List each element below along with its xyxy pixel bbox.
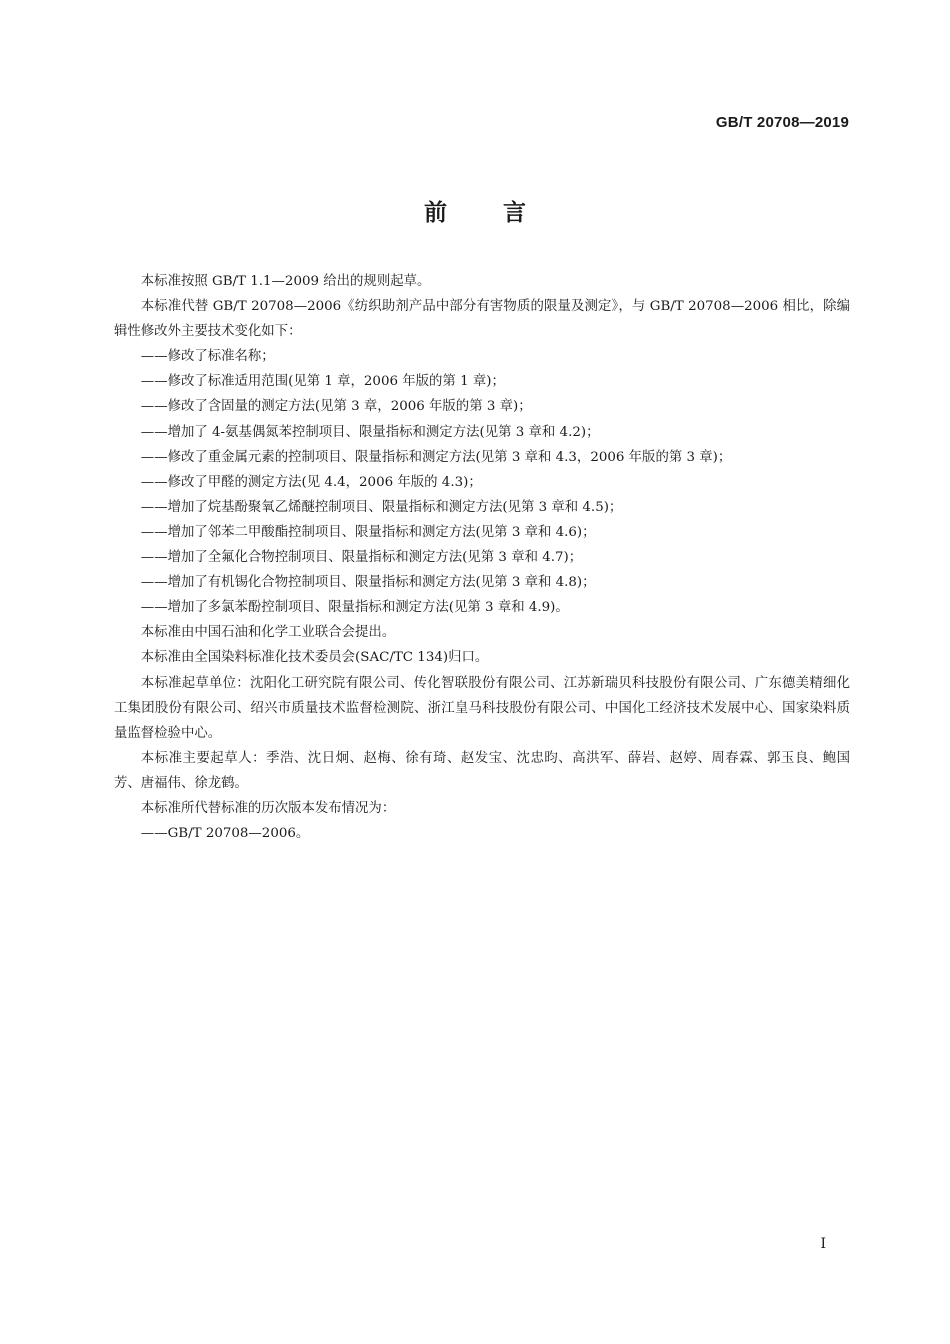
change-item: ——修改了标准适用范围(见第 1 章，2006 年版的第 1 章)； (140, 374, 505, 390)
foreword-body (114, 269, 850, 846)
change-item: ——修改了重金属元素的控制项目、限量指标和测定方法(见第 3 章和 4.3，2006 年版的第 3 章)； (140, 449, 732, 465)
change-item: ——修改了甲醛的测定方法(见 4.4，2006 年版的 4.3)； (140, 474, 482, 490)
change-item: ——增加了烷基酚聚氧乙烯醚控制项目、限量指标和测定方法(见第 3 章和 4.5)； (140, 499, 623, 515)
change-item: ——增加了 4-氨基偶氮苯控制项目、限量指标和测定方法(见第 3 章和 4.2)； (140, 424, 600, 440)
change-item: ——增加了邻苯二甲酸酯控制项目、限量指标和测定方法(见第 3 章和 4.6)； (140, 524, 596, 540)
paragraph-drafting-units: 本标准起草单位：沈阳化工研究院有限公司、传化智联股份有限公司、江苏新瑞贝科技股份有限公司、广东德美精细化工集团股份有限公司、绍兴市质量技术监督检测院、浙江皇马科技股份有限公司、中国化工经济技术发展中心、国家染料质量监督检验中心。 (114, 675, 850, 741)
paragraph-centralized-by: 本标准由全国染料标准化技术委员会(SAC/TC 134)归口。 (140, 650, 489, 666)
change-item: ——修改了标准名称； (140, 349, 275, 365)
paragraph-history: 本标准所代替标准的历次版本发布情况为： (140, 800, 396, 816)
paragraph-drafting-rules: 本标准按照 GB/T 1.1—2009 给出的规则起草。 (140, 274, 431, 289)
paragraph-drafters: 本标准主要起草人：季浩、沈日炯、赵梅、徐有琦、赵发宝、沈忠昀、高洪军、薛岩、赵婷、周春霖、郭玉良、鲍国芳、唐福伟、徐龙鹤。 (114, 750, 850, 791)
change-item: ——增加了多氯苯酚控制项目、限量指标和测定方法(见第 3 章和 4.9)。 (140, 600, 569, 616)
page-number: I (820, 1236, 826, 1252)
change-item: ——修改了含固量的测定方法(见第 3 章，2006 年版的第 3 章)； (140, 399, 532, 415)
change-item: ——增加了全氟化合物控制项目、限量指标和测定方法(见第 3 章和 4.7)； (140, 550, 583, 566)
page-title: 前言 (424, 200, 582, 226)
paragraph-proposed-by: 本标准由中国石油和化学工业联合会提出。 (140, 625, 396, 641)
change-item: ——增加了有机锡化合物控制项目、限量指标和测定方法(见第 3 章和 4.8)； (140, 575, 596, 591)
standard-code: GB/T 20708—2019 (715, 114, 849, 131)
paragraph-replaces: 本标准代替 GB/T 20708—2006《纺织助剂产品中部分有害物质的限量及测定》，与 GB/T 20708—2006 相比，除编辑性修改外主要技术变化如下： (114, 299, 850, 340)
history-item: ——GB/T 20708—2006。 (140, 826, 310, 842)
